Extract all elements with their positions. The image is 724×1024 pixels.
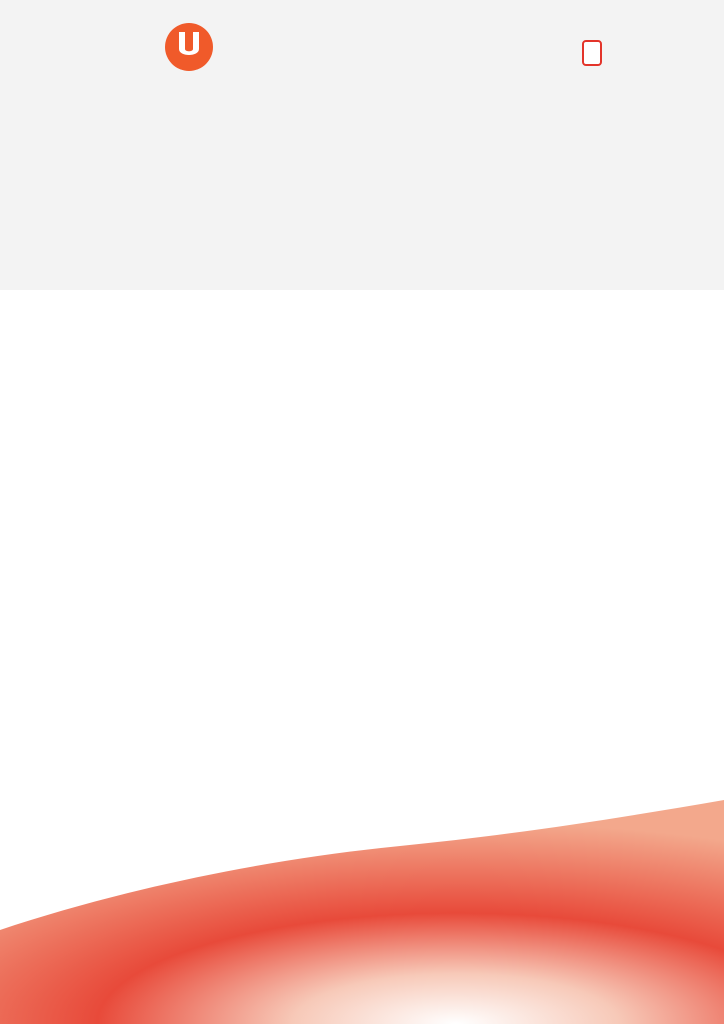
footer-dartboard-banner	[0, 800, 724, 1024]
union-u-logo-icon	[164, 22, 214, 72]
location-badge	[582, 40, 602, 66]
sport-union-logo	[46, 22, 216, 74]
event-time-venue	[45, 420, 53, 447]
